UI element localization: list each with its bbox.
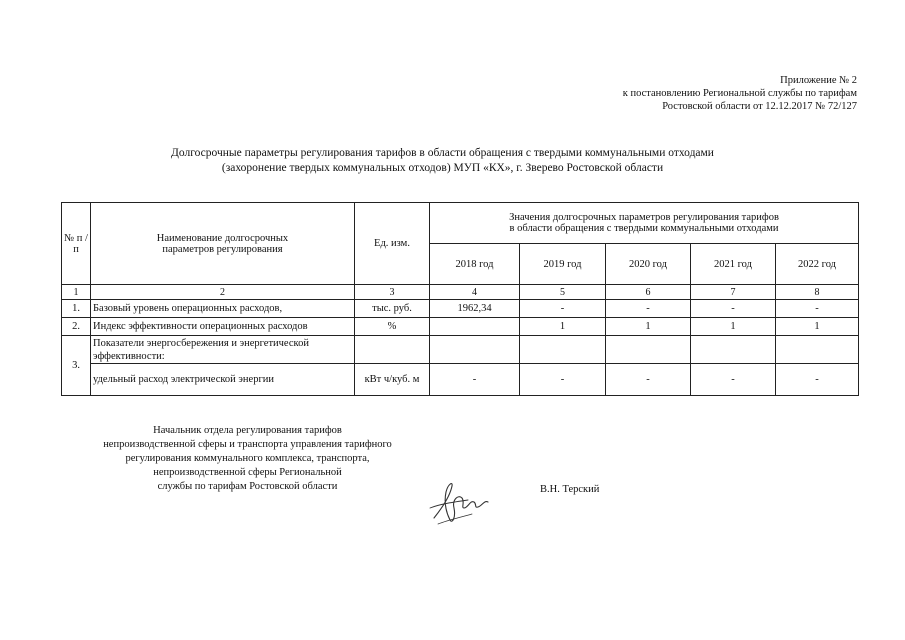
row-unit: % (355, 318, 430, 336)
table-row (62, 364, 859, 396)
row-value (691, 336, 776, 364)
row-name: Показатели энергосбережения и энергетической эффективности: (91, 336, 355, 364)
signer-name: В.Н. Терский (540, 484, 600, 495)
row-value (606, 336, 691, 364)
header-row (62, 203, 859, 244)
col-number: 8 (776, 285, 859, 300)
header-name: Наименование долгосрочных параметров регулирования (91, 203, 355, 285)
row-unit (355, 336, 430, 364)
col-number: 3 (355, 285, 430, 300)
document-title (60, 146, 825, 176)
handwritten-signature (428, 478, 498, 526)
year-2018: 2018 год (430, 244, 520, 285)
year-2021: 2021 год (691, 244, 776, 285)
header-values-line-2: в области обращения с твердыми коммунальными отходами (509, 223, 779, 234)
appendix-header (623, 74, 857, 113)
row-value: - (691, 300, 776, 318)
row-unit: тыс. руб. (355, 300, 430, 318)
col-number: 2 (91, 285, 355, 300)
row-value: 1 (520, 318, 606, 336)
row-name: Базовый уровень операционных расходов, (91, 300, 355, 318)
footer-line-2: непроизводственной сферы и транспорта управления тарифного (103, 439, 392, 450)
col-number: 5 (520, 285, 606, 300)
row-value (776, 336, 859, 364)
title-line-1: Долгосрочные параметры регулирования тарифов в области обращения с твердыми коммунальными отходами (171, 147, 714, 159)
col-number: 6 (606, 285, 691, 300)
header-unit: Ед. изм. (355, 203, 430, 285)
table-row (62, 336, 859, 364)
title-line-2: (захоронение твердых коммунальных отходов) МУП «КХ», г. Зверево Ростовской области (221, 162, 664, 174)
row-value: 1 (606, 318, 691, 336)
row-value: 1962,34 (430, 300, 520, 318)
signatory-position (80, 424, 415, 494)
row-value: - (776, 364, 859, 396)
row-name: удельный расход электрической энергии (91, 364, 355, 396)
row-value (430, 318, 520, 336)
col-number: 1 (62, 285, 91, 300)
row-value: - (606, 300, 691, 318)
row-value: - (430, 364, 520, 396)
row-unit: кВт ч/куб. м (355, 364, 430, 396)
table-row (62, 300, 859, 318)
header-values-line-1: Значения долгосрочных параметров регулирования тарифов (509, 212, 779, 223)
row-value: - (691, 364, 776, 396)
col-number: 4 (430, 285, 520, 300)
col-number: 7 (691, 285, 776, 300)
row-num: 3. (62, 336, 91, 396)
footer-line-4: непроизводственной сферы Региональной (153, 467, 342, 478)
header-values (430, 203, 859, 244)
row-name: Индекс эффективности операционных расходов (91, 318, 355, 336)
row-value: - (776, 300, 859, 318)
table-row (62, 318, 859, 336)
row-num: 2. (62, 318, 91, 336)
footer-line-1: Начальник отдела регулирования тарифов (153, 425, 342, 436)
footer-line-3: регулирования коммунального комплекса, транспорта, (125, 453, 370, 464)
column-number-row (62, 285, 859, 300)
year-2019: 2019 год (520, 244, 606, 285)
appendix-line-3: Ростовской области от 12.12.2017 № 72/127 (662, 101, 857, 112)
appendix-line-2: к постановлению Региональной службы по тарифам (622, 88, 857, 99)
row-value: - (520, 364, 606, 396)
row-value: - (606, 364, 691, 396)
parameters-table (61, 202, 859, 396)
row-value: 1 (691, 318, 776, 336)
appendix-line-1: Приложение № 2 (780, 75, 857, 86)
row-value: 1 (776, 318, 859, 336)
year-2020: 2020 год (606, 244, 691, 285)
row-value (520, 336, 606, 364)
footer-line-5: службы по тарифам Ростовской области (157, 481, 338, 492)
header-num: № п /п (62, 203, 91, 285)
year-2022: 2022 год (776, 244, 859, 285)
row-value: - (520, 300, 606, 318)
row-value (430, 336, 520, 364)
row-num: 1. (62, 300, 91, 318)
